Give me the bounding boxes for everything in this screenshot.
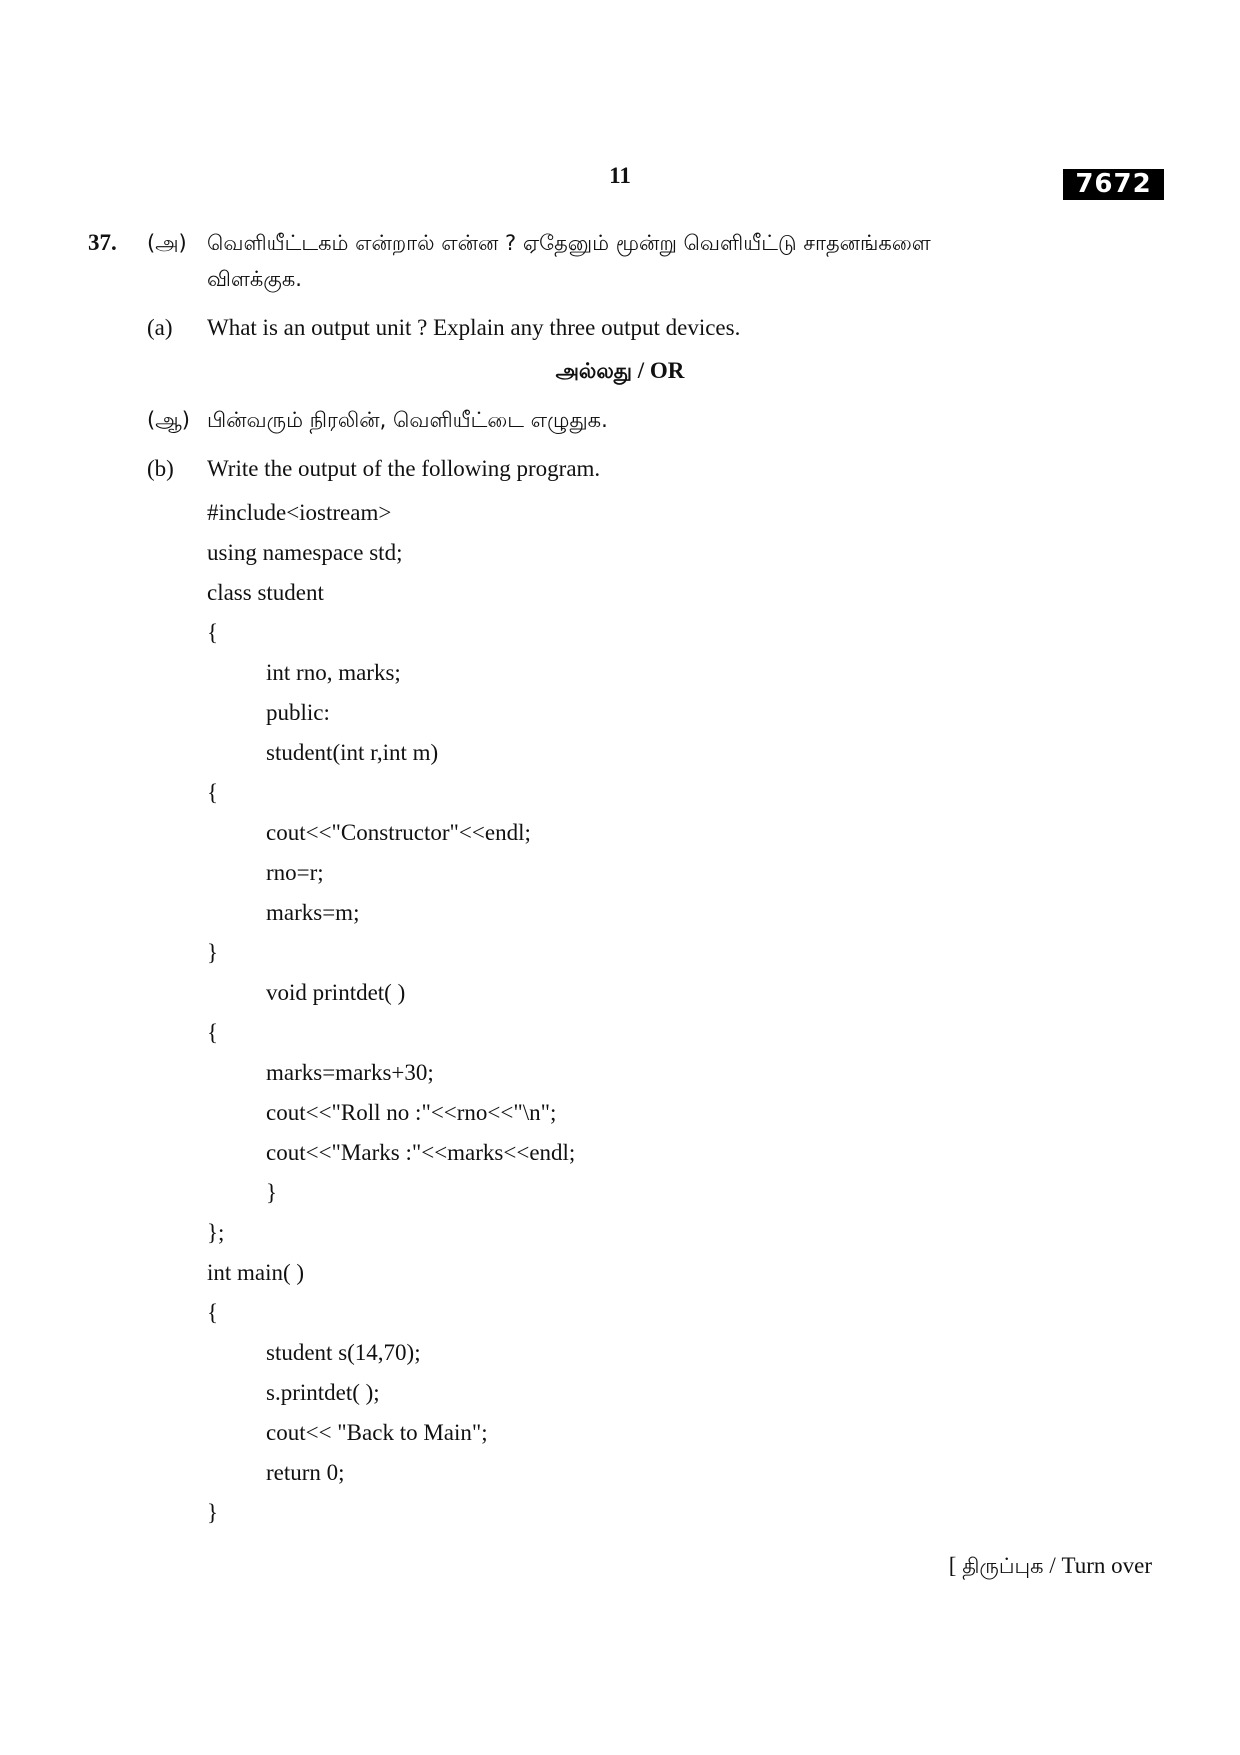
- code-line: s.printdet( );: [266, 1380, 380, 1405]
- code-line: rno=r;: [266, 860, 324, 885]
- code-line: };: [207, 1220, 225, 1245]
- code-line: cout<<"Marks :"<<marks<<endl;: [266, 1140, 576, 1165]
- code-line: }: [207, 940, 219, 965]
- code-line: cout<<"Roll no :"<<rno<<"\n";: [266, 1100, 557, 1125]
- code-line: cout<< "Back to Main";: [266, 1420, 488, 1445]
- code-line: class student: [207, 580, 324, 605]
- code-line: marks=marks+30;: [266, 1060, 434, 1085]
- or-slash: /: [632, 358, 650, 383]
- turn-over-tamil: திருப்புக: [962, 1554, 1044, 1578]
- or-tamil: அல்லது: [555, 359, 633, 383]
- or-english: OR: [649, 358, 685, 383]
- turn-over-bracket: [: [948, 1553, 963, 1578]
- part-b-english-marker: (b): [147, 456, 174, 481]
- code-line: int rno, marks;: [266, 660, 401, 685]
- code-line: }: [207, 1500, 219, 1525]
- code-line: {: [207, 620, 219, 645]
- part-b-tamil-text: பின்வரும் நிரலின், வெளியீட்டை எழுதுக.: [207, 408, 608, 432]
- code-line: }: [266, 1180, 278, 1205]
- part-a-tamil-text-line2: விளக்குக.: [207, 267, 302, 291]
- turn-over-english: Turn over: [1061, 1553, 1152, 1578]
- code-line: using namespace std;: [207, 540, 403, 565]
- part-b-tamil-marker: (ஆ): [147, 408, 190, 432]
- page-number: 11: [609, 163, 631, 188]
- part-a-english-text: What is an output unit ? Explain any three output devices.: [207, 315, 741, 340]
- code-line: {: [207, 1020, 219, 1045]
- or-separator: [0, 358, 1240, 386]
- code-line: void printdet( ): [266, 980, 406, 1005]
- paper-code-badge: 7672: [1063, 169, 1164, 200]
- part-b-english-text: Write the output of the following program.: [207, 456, 601, 481]
- part-a-english-marker: (a): [147, 315, 173, 340]
- code-line: #include<iostream>: [207, 500, 392, 525]
- code-line: student(int r,int m): [266, 740, 439, 765]
- code-line: public:: [266, 700, 330, 725]
- part-a-tamil-marker: (அ): [147, 231, 187, 255]
- turn-over-slash: /: [1043, 1553, 1062, 1578]
- code-line: {: [207, 1300, 219, 1325]
- code-line: marks=m;: [266, 900, 360, 925]
- code-line: cout<<"Constructor"<<endl;: [266, 820, 531, 845]
- code-line: return 0;: [266, 1460, 345, 1485]
- code-line: int main( ): [207, 1260, 305, 1285]
- program-code: [207, 493, 575, 1533]
- turn-over-note: [949, 1553, 1152, 1581]
- question-number: 37.: [88, 230, 117, 255]
- code-line: student s(14,70);: [266, 1340, 421, 1365]
- code-line: {: [207, 780, 219, 805]
- part-a-tamil-text-line1: வெளியீட்டகம் என்றால் என்ன ? ஏதேனும் மூன்று வெளியீட்டு சாதனங்களை: [207, 231, 931, 255]
